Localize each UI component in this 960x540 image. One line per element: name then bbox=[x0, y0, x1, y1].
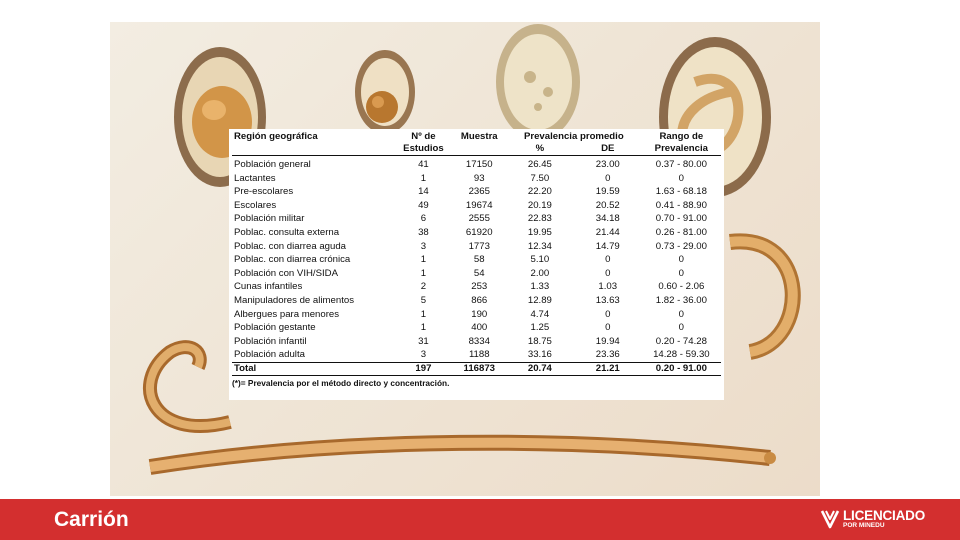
cell-range: 0.20 - 74.28 bbox=[655, 335, 707, 347]
cell-pct: 20.19 bbox=[527, 199, 552, 211]
cell-sample: 190 bbox=[471, 308, 488, 320]
cell-range: 0.60 - 2.06 bbox=[658, 281, 705, 293]
table-row bbox=[232, 199, 721, 213]
cell-region: Albergues para menores bbox=[234, 308, 340, 320]
long-worm-icon bbox=[150, 443, 776, 467]
table-total-row bbox=[232, 362, 721, 375]
cell-range: 0 bbox=[678, 322, 685, 334]
table-header-row-1 bbox=[232, 131, 721, 143]
cell-sample: 2365 bbox=[468, 186, 490, 198]
cell-sd: 0 bbox=[605, 267, 611, 279]
cell-studies: 14 bbox=[418, 186, 429, 198]
cell-sd: 14.79 bbox=[595, 240, 620, 252]
cell-region: Población con VIH/SIDA bbox=[234, 267, 338, 279]
header-sd: DE bbox=[574, 143, 642, 156]
cell-studies: 1 bbox=[420, 254, 427, 266]
total-studies: 197 bbox=[394, 362, 452, 375]
cell-sample: 58 bbox=[473, 254, 485, 266]
header-range-line1: Rango de bbox=[659, 131, 704, 142]
cell-sd: 13.63 bbox=[595, 294, 620, 306]
cell-sample: 8334 bbox=[468, 335, 490, 347]
table-row bbox=[232, 348, 721, 362]
header-pct: % bbox=[506, 143, 574, 156]
cell-region: Escolares bbox=[234, 199, 277, 211]
cell-range: 0 bbox=[678, 254, 685, 266]
cell-region: Pre-escolares bbox=[234, 186, 294, 198]
cell-pct: 12.89 bbox=[527, 294, 552, 306]
cell-studies: 49 bbox=[418, 199, 429, 211]
table-row bbox=[232, 335, 721, 349]
header-studies-line1: Nº de bbox=[411, 131, 436, 142]
table-row bbox=[232, 156, 721, 172]
cell-sample: 93 bbox=[473, 172, 485, 184]
cell-studies: 31 bbox=[418, 335, 429, 347]
cell-pct: 2.00 bbox=[530, 267, 550, 279]
total-label: Total bbox=[232, 362, 394, 375]
cell-range: 1.63 - 68.18 bbox=[655, 186, 707, 198]
cell-sample: 866 bbox=[471, 294, 488, 306]
cell-range: 0.73 - 29.00 bbox=[655, 240, 707, 252]
brand-sub-text: POR MINEDU bbox=[843, 522, 885, 529]
cell-pct: 19.95 bbox=[527, 226, 552, 238]
cell-sample: 17150 bbox=[465, 159, 493, 170]
total-range: 0.20 - 91.00 bbox=[642, 362, 721, 375]
cell-pct: 33.16 bbox=[527, 349, 552, 361]
cell-sd: 21.44 bbox=[595, 226, 620, 238]
cell-region: Población gestante bbox=[234, 322, 316, 334]
cell-studies: 1 bbox=[420, 308, 427, 320]
cell-sample: 400 bbox=[471, 322, 488, 334]
brand-main-text: LICENCIADO bbox=[843, 507, 925, 523]
egg-center-left-icon bbox=[355, 50, 415, 134]
cell-sd: 19.59 bbox=[595, 186, 620, 198]
cell-sample: 54 bbox=[473, 267, 485, 279]
header-prevalence-group: Prevalencia promedio bbox=[523, 131, 624, 142]
table-row bbox=[232, 240, 721, 254]
cell-region: Población infantil bbox=[234, 335, 307, 347]
table-row bbox=[232, 294, 721, 308]
cell-range: 0 bbox=[678, 172, 685, 184]
table-row bbox=[232, 185, 721, 199]
cell-sample: 1188 bbox=[468, 349, 490, 361]
cell-studies: 3 bbox=[420, 240, 427, 252]
cell-sd: 19.94 bbox=[595, 335, 620, 347]
cell-pct: 26.45 bbox=[527, 159, 552, 170]
cell-region: Poblac. con diarrea aguda bbox=[234, 240, 347, 252]
cell-pct: 12.34 bbox=[527, 240, 552, 252]
cell-pct: 7.50 bbox=[530, 172, 550, 184]
hook-worm-icon bbox=[150, 347, 230, 426]
cell-region: Lactantes bbox=[234, 172, 276, 184]
cell-sample: 19674 bbox=[465, 199, 493, 211]
cell-range: 0.70 - 91.00 bbox=[655, 213, 707, 225]
cell-pct: 4.74 bbox=[530, 308, 550, 320]
table-row bbox=[232, 267, 721, 281]
cell-region: Población adulta bbox=[234, 349, 305, 361]
table-body bbox=[232, 156, 721, 363]
cell-region: Poblac. consulta externa bbox=[234, 226, 340, 238]
header-studies-line2: Estudios bbox=[394, 143, 452, 156]
cell-region: Población militar bbox=[234, 213, 305, 225]
cell-pct: 18.75 bbox=[527, 335, 552, 347]
cell-range: 0 bbox=[678, 308, 685, 320]
cell-sd: 20.52 bbox=[595, 199, 620, 211]
table-row bbox=[232, 253, 721, 267]
cell-studies: 2 bbox=[420, 281, 427, 293]
cell-sd: 0 bbox=[605, 308, 611, 320]
cell-studies: 1 bbox=[420, 267, 427, 279]
cell-pct: 5.10 bbox=[530, 254, 550, 266]
footer-title: Carrión bbox=[54, 508, 129, 531]
cell-sample: 2555 bbox=[468, 213, 490, 225]
cell-studies: 1 bbox=[420, 172, 427, 184]
table-row bbox=[232, 212, 721, 226]
cell-sample: 61920 bbox=[465, 226, 493, 238]
cell-studies: 6 bbox=[420, 213, 427, 225]
cell-range: 0.37 - 80.00 bbox=[655, 159, 707, 170]
prevalence-table bbox=[232, 131, 721, 376]
cell-region: Cunas infantiles bbox=[234, 281, 303, 293]
cell-sd: 0 bbox=[605, 172, 611, 184]
cell-sd: 23.36 bbox=[595, 349, 620, 361]
table-row bbox=[232, 308, 721, 322]
cell-region: Manipuladores de alimentos bbox=[234, 294, 354, 306]
cell-studies: 3 bbox=[420, 349, 427, 361]
cell-range: 0.26 - 81.00 bbox=[655, 226, 707, 238]
cell-range: 0 bbox=[678, 267, 685, 279]
cell-range: 0.41 - 88.90 bbox=[655, 199, 707, 211]
egg-center-icon bbox=[496, 24, 580, 140]
total-sample: 116873 bbox=[453, 362, 506, 375]
cell-pct: 1.25 bbox=[530, 322, 550, 334]
cell-studies: 41 bbox=[418, 159, 429, 170]
minedu-check-icon bbox=[820, 508, 840, 530]
cell-studies: 1 bbox=[420, 322, 427, 334]
table-row bbox=[232, 172, 721, 186]
cell-pct: 1.33 bbox=[530, 281, 550, 293]
footer-bar bbox=[0, 499, 960, 540]
table-footnote: (*)= Prevalencia por el método directo y concentración. bbox=[232, 377, 450, 388]
prevalence-table-card bbox=[229, 129, 724, 400]
header-sample: Muestra bbox=[453, 131, 506, 156]
header-region: Región geográfica bbox=[232, 131, 394, 156]
cell-sd: 34.18 bbox=[595, 213, 620, 225]
cell-range: 1.82 - 36.00 bbox=[655, 294, 707, 306]
total-sd: 21.21 bbox=[574, 362, 642, 375]
total-pct: 20.74 bbox=[506, 362, 574, 375]
cell-sd: 23.00 bbox=[595, 159, 620, 170]
table-row bbox=[232, 280, 721, 294]
cell-sd: 1.03 bbox=[598, 281, 618, 293]
cell-sd: 0 bbox=[605, 254, 611, 266]
cell-sd: 0 bbox=[605, 322, 611, 334]
cell-pct: 22.83 bbox=[527, 213, 552, 225]
header-range-line2: Prevalencia bbox=[642, 143, 721, 156]
cell-range: 14.28 - 59.30 bbox=[653, 349, 710, 361]
coiled-worm-icon bbox=[730, 241, 793, 352]
table-row bbox=[232, 226, 721, 240]
cell-sample: 253 bbox=[471, 281, 488, 293]
cell-region: Poblac. con diarrea crónica bbox=[234, 254, 351, 266]
cell-sample: 1773 bbox=[468, 240, 490, 252]
brand-logo bbox=[820, 508, 925, 530]
table-row bbox=[232, 321, 721, 335]
cell-region: Población general bbox=[234, 159, 311, 170]
cell-pct: 22.20 bbox=[527, 186, 552, 198]
cell-studies: 5 bbox=[420, 294, 427, 306]
cell-studies: 38 bbox=[418, 226, 429, 238]
